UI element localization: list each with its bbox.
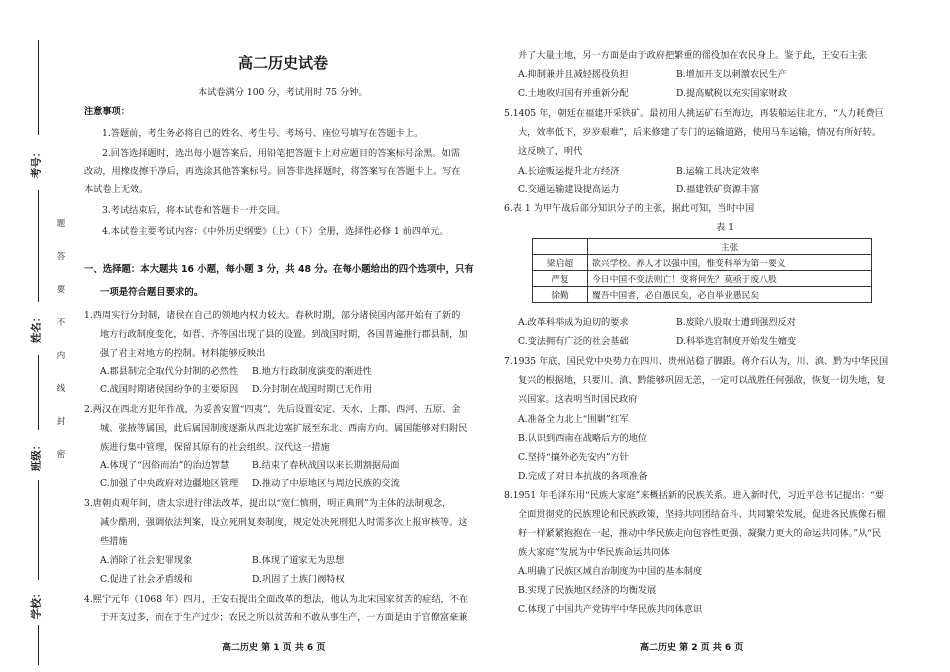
name-label: 姓名： [30, 311, 43, 344]
table-cell: 梁启超 [533, 255, 588, 271]
table-cell: 欲兴学校、养人才以强中国，惟变科举为第一要义 [588, 255, 872, 271]
option-a: A.抑制兼并且减轻摇役负担 [518, 69, 629, 80]
option-a: A.消除了社会犯罪现象 [100, 555, 193, 566]
notice-line: 2.回答选择题时，选出每小题答案后，用铅笔把答题卡上对应题目的答案标号涂黑。如需 [102, 148, 460, 159]
table-cell: 严复 [533, 271, 588, 287]
question-text: 复兴的根据地，只要川、滇、黔能够巩固无恙，一定可以战胜任何强敌，恢复一切失地，复 [518, 375, 886, 386]
option-b: B.运输工具决定效率 [676, 166, 760, 177]
seal-char: 答 [56, 252, 66, 262]
question-text: 地方行政制度变化，如晋、齐等国出现了县的设置。到战国时期，各国普遍推行郡县制，加 [100, 329, 468, 340]
table-caption: 表 1 [716, 222, 734, 233]
option-a: A.明确了民族区域自治制度为中国的基本制度 [518, 566, 703, 577]
seal-char: 线 [56, 384, 66, 394]
seal-char: 封 [56, 417, 66, 427]
exam-number-label: 考号： [30, 146, 43, 179]
option-c: C.加强了中央政府对边疆地区管理 [100, 478, 239, 489]
notice-line: 4.本试卷主要考试内容：《中外历史纲要》（上）（下）全册，选择性必修 1 前四单元。 [102, 226, 449, 237]
section-heading: 一、选择题：本大题共 16 小题，每小题 3 分，共 48 分。在每小题给出的四个选项中，只有 [84, 264, 474, 275]
question-text: 2.两汉在西北方犯年作战，为妥善安置“四夷”，先后设置安定、天水、上郡、西河、五原、金 [84, 404, 461, 415]
option-d: D.巩固了土族门阀特权 [252, 574, 345, 585]
margin-line [38, 190, 39, 302]
question-text: 城、张掖等属国，此后属国制度逐渐从西北边塞扩展至东北、西南方向。属国能够对归附民 [100, 423, 468, 434]
seal-char: 要 [56, 285, 66, 295]
option-c: C.变法拥有广泛的社会基础 [518, 336, 629, 347]
margin-line [38, 40, 39, 135]
question-text: 6.表 1 为甲午战后部分知识分子的主张，据此可知，当时中国 [504, 203, 755, 214]
exam-title: 高二历史试卷 [238, 54, 329, 72]
table-header-cell: 主张 [588, 239, 872, 255]
option-a: A.郡县制完全取代分封制的必然性 [100, 366, 239, 377]
option-b: B.认识到西南在战略后方的地位 [518, 433, 648, 444]
notice-line: 3.考试结束后，将本试卷和答题卡一并交回。 [102, 205, 286, 216]
question-text: 这反映了，明代 [518, 146, 583, 157]
question-text: 兴国家。这表明当时国民政府 [518, 394, 638, 405]
class-label: 班级： [30, 439, 43, 472]
question-text: 强了君主对地方的控制。材料能够反映出 [100, 348, 266, 359]
binding-margin [0, 0, 72, 672]
table-header-row [533, 239, 872, 255]
option-d: D.科举选官制度开始发生嬗变 [676, 336, 797, 347]
option-d: D.福建铁矿资源丰富 [676, 184, 760, 195]
margin-line [38, 355, 39, 430]
option-c: C.坚持“攘外必先安内”方针 [518, 452, 629, 463]
question-text: 并了大量土地，另一方面是由于政府把繁重的徭役加在农民身上。鉴于此，王安石主张 [518, 50, 868, 61]
option-c: C.体现了中国共产党铸牢中华民族共同体意识 [518, 604, 703, 615]
table-row [533, 287, 872, 303]
option-c: C.交通运输建设提高运力 [518, 184, 620, 195]
option-d: D.完成了对日本抗战的各项准备 [518, 471, 648, 482]
notice-line: 1.答题前，考生务必将自己的姓名、考生号、考场号、座位号填写在答题卡上。 [102, 128, 424, 139]
question-text: 族大家庭”发展为中华民族命运共同体 [518, 547, 670, 558]
page-footer: 高二历史 第 2 页 共 6 页 [640, 643, 744, 653]
question-text: 些措施 [100, 536, 128, 547]
notice-line: 改动，用橡皮擦干净后，再选涂其他答案标号。回答非选择题时，将答案写在答题卡上。写在 [84, 166, 461, 177]
option-b: B.体现了道家无为思想 [252, 555, 345, 566]
seal-char: 不 [56, 318, 66, 328]
page-footer: 高二历史 第 1 页 共 6 页 [222, 643, 326, 653]
seal-char: 密 [56, 450, 66, 460]
option-c: C.促进了社会矛盾缓和 [100, 574, 193, 585]
option-b: B.地方行政制度演变的渐进性 [252, 366, 372, 377]
table-cell: 今日中国不变法则亡！变将何先？莫亟于废八股 [588, 271, 872, 287]
option-a: A.长途贩运提升北方经济 [518, 166, 620, 177]
question-text: 族进行集中管理，保留其原有的社会组织。汉代这一措施 [100, 442, 330, 453]
table-header-cell [533, 239, 588, 255]
option-b: B.废除八股取士遭到强烈反对 [676, 317, 796, 328]
question-text: 减少酷刑，强调依法判案，设立死刑复奏制度，规定处决死刑犯人时需多次上报审核等。这 [100, 517, 468, 528]
question-text: 籽一样紧紧抱抱在一起，推动中华民族走向包容性更强、凝聚力更大的命运共同体。”从“民 [518, 528, 882, 539]
proposals-table [532, 238, 872, 303]
table-row [533, 271, 872, 287]
question-text: 5.1405 年，朝廷在福建开采铁矿。最初用人挑运矿石至海边，再装船运往北方，“人力耗费巨 [504, 108, 884, 119]
table-cell: 徐勤 [533, 287, 588, 303]
table-row [533, 255, 872, 271]
question-text: 大，效率低下，岁岁艰难”，后来修建了专门的运输道路，使用马车运输，情况有所好转。 [518, 127, 882, 138]
section-heading: 一项是符合题目要求的。 [100, 287, 204, 298]
question-text: 4.熙宁元年（1068 年）四月，王安石提出全面改革的想法，他认为北宋国家贫苦的症结，不在 [84, 594, 469, 605]
option-c: C.土地收归国有并重新分配 [518, 88, 629, 99]
exam-subtitle: 本试卷满分 100 分，考试用时 75 分钟。 [198, 87, 368, 98]
margin-line [38, 625, 39, 665]
option-b: B.结束了春秋战国以来长期割据局面 [252, 460, 400, 471]
option-a: A.改革科举成为迫切的要求 [518, 317, 629, 328]
margin-line [38, 480, 39, 580]
question-text: 于开支过多，而在于生产过少；农民之所以贫苦和不敢从事生产，一方面是由于官僚富豪兼 [100, 612, 468, 623]
question-text: 全面贯彻党的民族理论和民族政策，坚持共同团结奋斗、共同繁荣发展，促进各民族像石榴 [518, 509, 886, 520]
question-text: 3.唐朝贞观年间，唐太宗进行律法改革，提出以“宽仁慎刑，明正典刑”为主体的法制观念， [84, 498, 452, 509]
question-text: 1.西周实行分封制，诸侯在自己的领地内权力较大。春秋时期，部分诸侯国内部开始有了新的 [84, 310, 461, 321]
option-d: D.推动了中原地区与周边民族的交流 [252, 478, 400, 489]
option-d: D.分封制在战国时期已无作用 [252, 384, 373, 395]
option-a: A.体现了“因俗而治”的治边智慧 [100, 460, 230, 471]
question-text: 8.1951 年毛泽东用“民族大家庭”来概括新的民族关系。进入新时代，习近平总书记提出：“要 [504, 490, 884, 501]
question-text: 7.1935 年底，国民党中央势力在四川、贵州站稳了脚跟。蒋介石认为，川、滇、黔为中华民国 [504, 356, 889, 367]
table-cell: 覆吾中国者，必自愚民矣，必自举业愚民矣 [588, 287, 872, 303]
option-a: A.准备全力北上“围剿”红军 [518, 414, 629, 425]
option-b: B.增加开支以刺激农民生产 [676, 69, 787, 80]
seal-char: 题 [56, 219, 66, 229]
option-d: D.提高赋税以充实国家财政 [676, 88, 788, 99]
option-c: C.战国时期诸侯国纷争的主要原因 [100, 384, 239, 395]
notice-line: 本试卷上无效。 [84, 184, 149, 195]
seal-char: 内 [56, 351, 66, 361]
notice-heading: 注意事项： [84, 106, 130, 117]
option-b: B.实现了民族地区经济的均衡发展 [518, 585, 657, 596]
school-label: 学校： [30, 587, 43, 620]
